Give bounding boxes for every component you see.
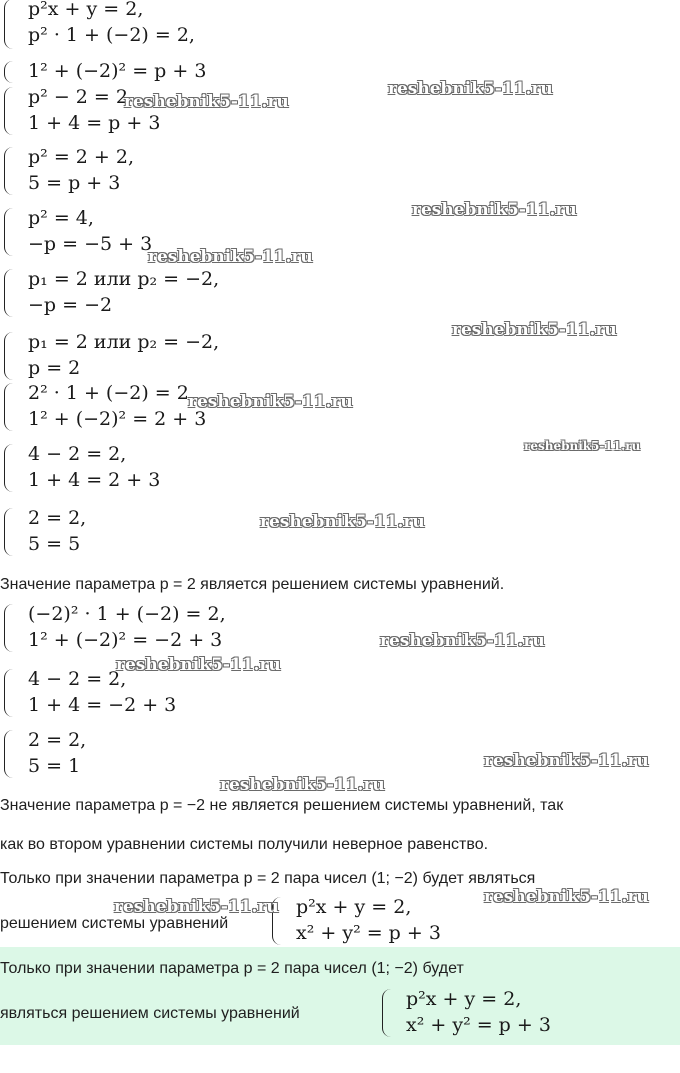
conclusion-text-3b: решением системы уравнений: [0, 915, 229, 932]
brace: [382, 989, 391, 1037]
watermark: reshebnik5-11.ru: [260, 512, 425, 532]
answer-text-b: являться решением системы уравнений: [0, 1005, 300, 1022]
brace: [4, 730, 13, 778]
brace: [4, 87, 13, 135]
equation: p² = 4,: [28, 207, 94, 229]
equation: 5 = 1: [28, 755, 81, 777]
equation: p₁ = 2 или p₂ = −2,: [28, 268, 220, 290]
equation: 1 + 4 = p + 3: [28, 112, 161, 134]
equation: 1² + (−2)² = p + 3: [28, 60, 207, 82]
equation: 4 − 2 = 2,: [28, 668, 127, 690]
equation: p² = 2 + 2,: [28, 146, 134, 168]
brace: [4, 669, 13, 717]
equation: 4 − 2 = 2,: [28, 443, 127, 465]
equation: 2 = 2,: [28, 729, 87, 751]
equation: x² + y² = p + 3: [406, 1014, 551, 1036]
equation: 1² + (−2)² = −2 + 3: [28, 629, 223, 651]
conclusion-text-3a: Только при значении параметра p = 2 пара чисел (1; −2) будет являться: [0, 870, 536, 887]
watermark: reshebnik5-11.ru: [220, 775, 385, 795]
equation: 2² · 1 + (−2) = 2: [28, 382, 189, 404]
equation: x² + y² = p + 3: [296, 922, 441, 944]
watermark: reshebnik5-11.ru: [484, 887, 649, 907]
watermark: reshebnik5-11.ru: [484, 751, 649, 771]
brace: [4, 61, 13, 83]
answer-text-a: Только при значении параметра p = 2 пара чисел (1; −2) будет: [0, 960, 464, 977]
brace: [4, 208, 13, 256]
equation: −p = −2: [28, 294, 113, 316]
conclusion-text-2b: как во втором уравнении системы получили неверное равенство.: [0, 836, 489, 853]
watermark: reshebnik5-11.ru: [124, 92, 289, 112]
brace: [4, 604, 13, 652]
equation: p = 2: [28, 357, 81, 379]
brace: [4, 332, 13, 380]
brace: [4, 147, 13, 195]
watermark: reshebnik5-11.ru: [412, 200, 577, 220]
conclusion-text-2a: Значение параметра p = −2 не является решением системы уравнений, так: [0, 797, 564, 814]
watermark: reshebnik5-11.ru: [452, 320, 617, 340]
brace: [4, 444, 13, 492]
equation: 1 + 4 = −2 + 3: [28, 694, 177, 716]
watermark: reshebnik5-11.ru: [188, 392, 353, 412]
watermark: reshebnik5-11.ru: [116, 655, 281, 675]
watermark: reshebnik5-11.ru: [114, 897, 279, 917]
brace: [4, 269, 13, 317]
equation: p² − 2 = 2: [28, 86, 128, 108]
equation: 2 = 2,: [28, 507, 87, 529]
equation: p²x + y = 2,: [28, 0, 144, 20]
equation: −p = −5 + 3: [28, 233, 153, 255]
equation: 5 = p + 3: [28, 172, 121, 194]
brace: [4, 508, 13, 556]
equation: 1² + (−2)² = 2 + 3: [28, 408, 207, 430]
equation: p₁ = 2 или p₂ = −2,: [28, 331, 220, 353]
equation: 5 = 5: [28, 533, 81, 555]
conclusion-text-1: Значение параметра p = 2 является решением системы уравнений.: [0, 576, 505, 593]
watermark: reshebnik5-11.ru: [388, 79, 553, 99]
watermark: reshebnik5-11.ru: [148, 247, 313, 267]
brace: [4, 0, 13, 49]
brace: [4, 383, 13, 431]
equation: p² · 1 + (−2) = 2,: [28, 24, 195, 46]
equation: p²x + y = 2,: [406, 988, 522, 1010]
watermark: reshebnik5-11.ru: [524, 439, 641, 453]
equation: 1 + 4 = 2 + 3: [28, 469, 161, 491]
watermark: reshebnik5-11.ru: [380, 631, 545, 651]
equation: p²x + y = 2,: [296, 896, 412, 918]
equation: (−2)² · 1 + (−2) = 2,: [28, 603, 226, 625]
